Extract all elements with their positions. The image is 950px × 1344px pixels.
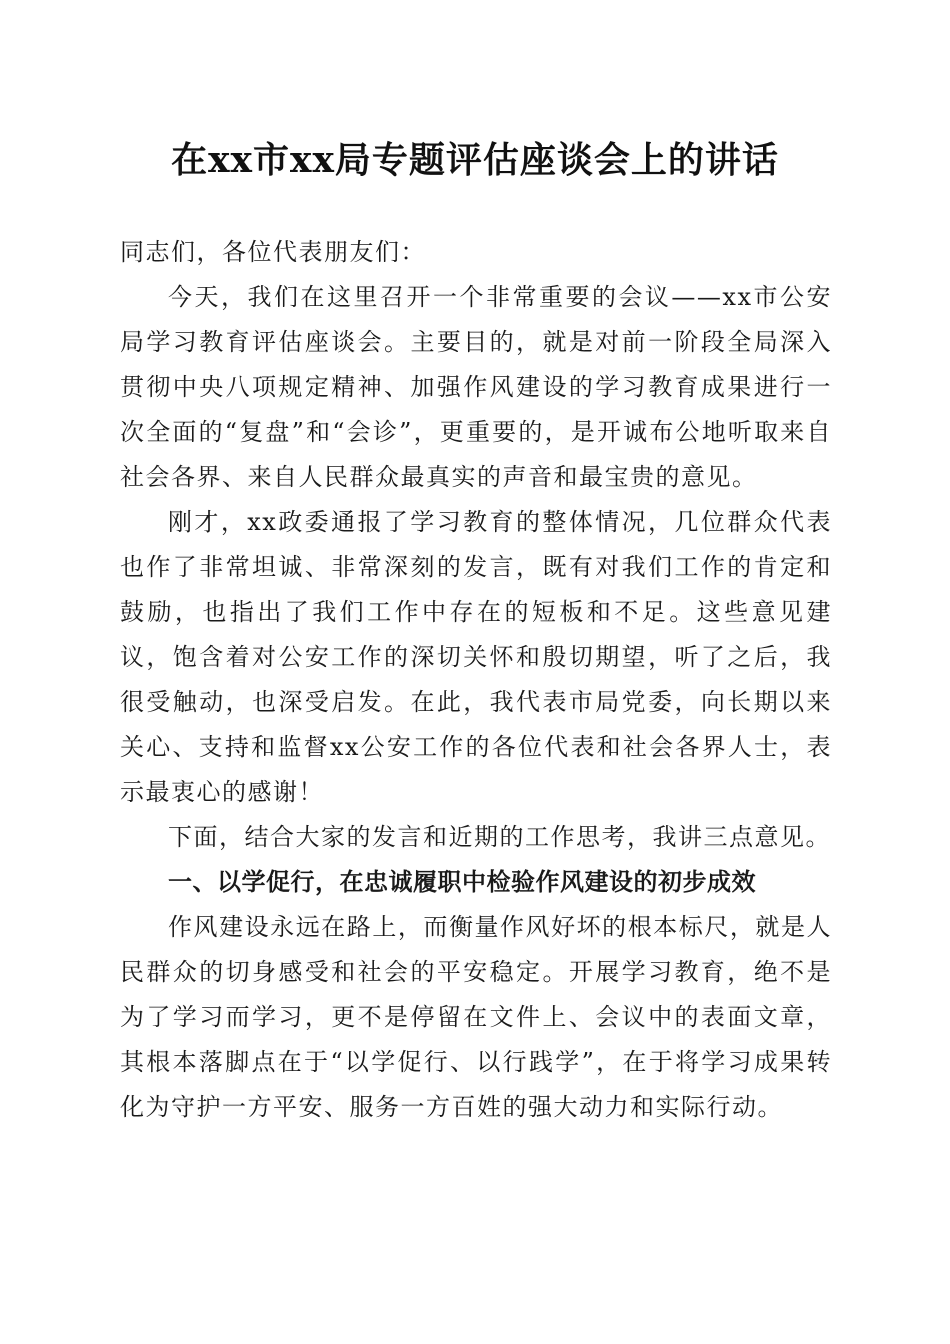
document-body xyxy=(120,230,832,1130)
paragraph-3: 下面，结合大家的发言和近期的工作思考，我讲三点意见。 xyxy=(168,823,831,851)
section-heading: 一、以学促行，在忠诚履职中检验作风建设的初步成效 xyxy=(168,868,756,896)
paragraph-1: 今天，我们在这里召开一个非常重要的会议——xx市公安局学习教育评估座谈会。主要目的，就是对前一阶段全局深入贯彻中央八项规定精神、加强作风建设的学习教育成果进行一次全面的“复盘”和“会诊”，更重要的，是开诚布公地听取来自社会各界、来自人民群众最真实的声音和最宝贵的意见。 xyxy=(120,283,832,491)
paragraph-2: 刚才，xx政委通报了学习教育的整体情况，几位群众代表也作了非常坦诚、非常深刻的发言，既有对我们工作的肯定和鼓励，也指出了我们工作中存在的短板和不足。这些意见建议，饱含着对公安工作的深切关怀和殷切期望，听了之后，我很受触动，也深受启发。在此，我代表市局党委，向长期以来关心、支持和监督xx公安工作的各位代表和社会各界人士，表示最衷心的感谢！ xyxy=(120,508,832,806)
salutation: 同志们，各位代表朋友们： xyxy=(120,238,426,266)
document-title: 在xx市xx局专题评估座谈会上的讲话 xyxy=(171,139,779,181)
section-paragraph: 作风建设永远在路上，而衡量作风好坏的根本标尺，就是人民群众的切身感受和社会的平安稳定。开展学习教育，绝不是为了学习而学习，更不是停留在文件上、会议中的表面文章，其根本落脚点在于“以学促行、以行践学”，在于将学习成果转化为守护一方平安、服务一方百姓的强大动力和实际行动。 xyxy=(120,913,832,1121)
